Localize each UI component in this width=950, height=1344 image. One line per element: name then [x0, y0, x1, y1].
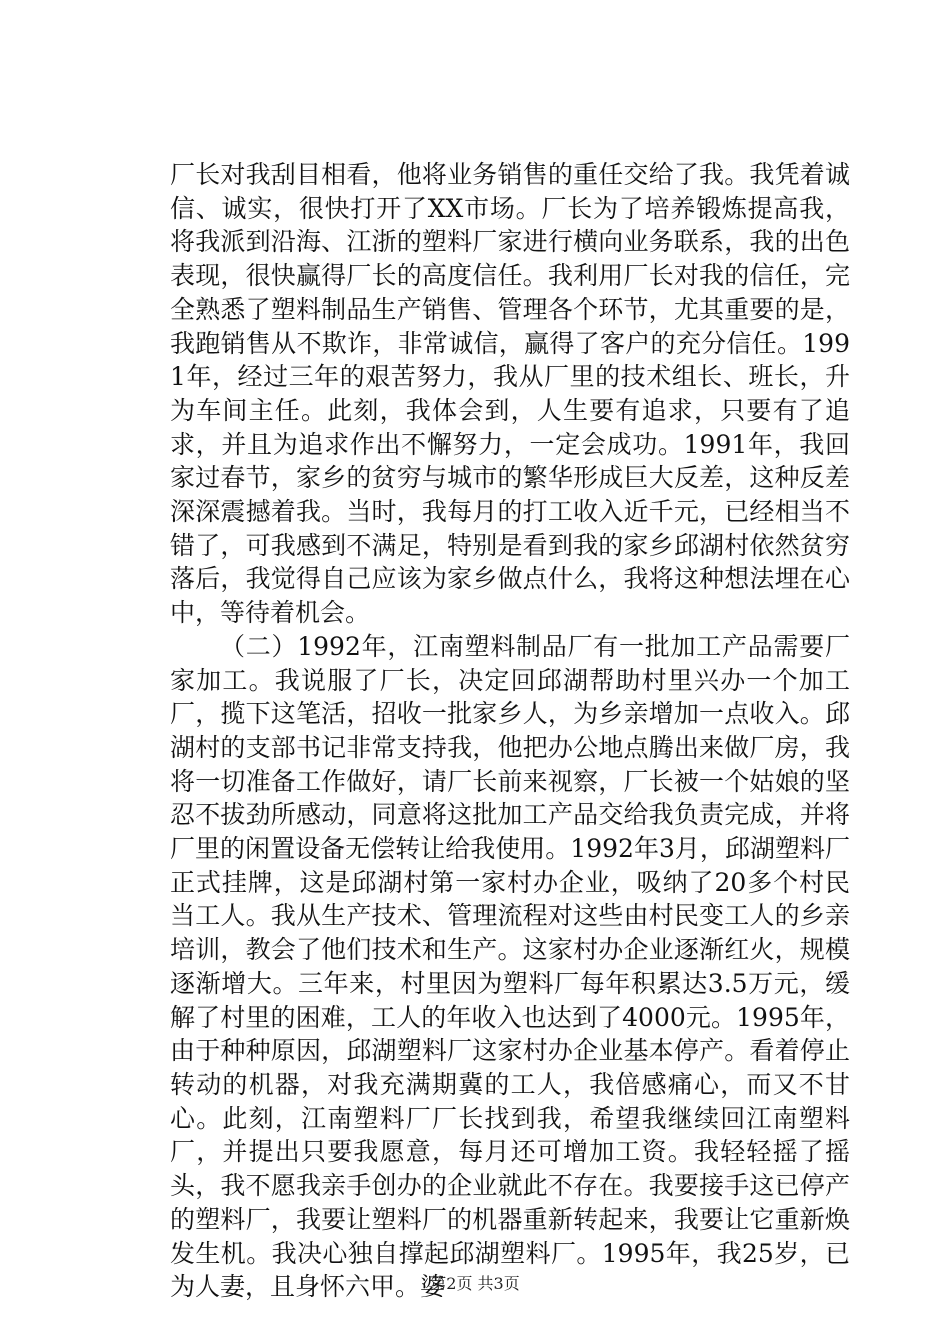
paragraph-2: （二）1992年，江南塑料制品厂有一批加工产品需要厂家加工。我说服了厂长，决定回邱湖帮助村里兴办一个加工厂，揽下这笔活，招收一批家乡人，为乡亲增加一点收入。邱湖村的支部书记非常支持我，他把办公地点腾出来做厂房，我将一切准备工作做好，请厂长前来视察，厂长被一个姑娘的坚忍不拔劲所感动，同意将这批加工产品交给我负责完成，并将厂里的闲置设备无偿转让给我使用。1992年3月，邱湖塑料厂正式挂牌，这是邱湖村第一家村办企业，吸纳了20多个村民当工人。我从生产技术、管理流程对这些由村民变工人的乡亲培训，教会了他们技术和生产。这家村办企业逐渐红火，规模逐渐增大。三年来，村里因为塑料厂每年积累达3.5万元，缓解了村里的困难，工人的年收入也达到了4000元。1995年，由于种种原因，邱湖塑料厂这家村办企业基本停产。看着停止转动的机器，对我充满期冀的工人，我倍感痛心，而又不甘心。此刻，江南塑料厂厂长找到我，希望我继续回江南塑料厂，并提出只要我愿意，每月还可增加工资。我轻轻摇了摇头，我不愿我亲手创办的企业就此不存在。我要接手这已停产的塑料厂，我要让塑料厂的机器重新转起来，我要让它重新焕发生机。我决心独自撑起邱湖塑料厂。1995年，我25岁，已为人妻，且身怀六甲。婆 — [170, 631, 850, 1302]
paragraph-1: 厂长对我刮目相看，他将业务销售的重任交给了我。我凭着诚信、诚实，很快打开了XX市场。厂长为了培养锻炼提高我，将我派到沿海、江浙的塑料厂家进行横向业务联系，我的出色表现，很快赢得厂长的高度信任。我利用厂长对我的信任，完全熟悉了塑料制品生产销售、管理各个环节，尤其重要的是，我跑销售从不欺诈，非常诚信，赢得了客户的充分信任。1991年，经过三年的艰苦努力，我从厂里的技术组长、班长，升为车间主任。此刻，我体会到，人生要有追求，只要有了追求，并且为追求作出不懈努力，一定会成功。1991年，我回家过春节，家乡的贫穷与城市的繁华形成巨大反差，这种反差深深震撼着我。当时，我每月的打工收入近千元，已经相当不错了，可我感到不满足，特别是看到我的家乡邱湖村依然贫穷落后，我觉得自己应该为家乡做点什么，我将这种想法埋在心中，等待着机会。 — [170, 160, 850, 628]
body-text — [170, 158, 850, 1304]
page-footer: 第2页 共3页 — [430, 1274, 520, 1293]
